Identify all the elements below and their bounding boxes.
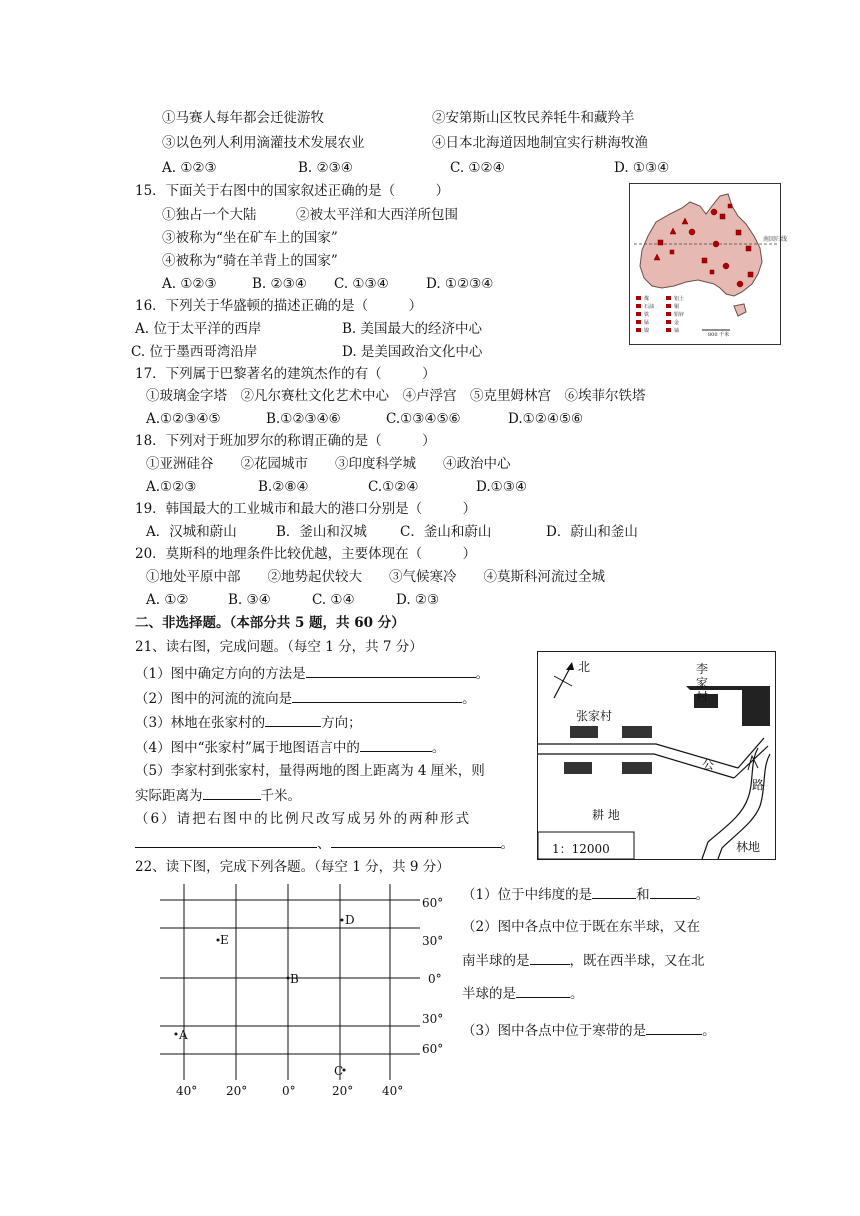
q14-option-3: ③以色列人利用滴灌技术发展农业 [162, 135, 365, 151]
q22-part-2-line2: 南半球的是 ，既在西半球，又在北 [462, 950, 705, 971]
q15-choice-d: D. ①②③④ [426, 276, 494, 292]
q17-options: ①玻璃金字塔 ②凡尔赛杜文化艺术中心 ④卢浮宫 ⑤克里姆林宫 ⑥埃菲尔铁塔 [146, 388, 646, 404]
q18-choice-b: B.②⑧④ [258, 479, 309, 495]
q14-choice-b: B. ②③④ [298, 160, 353, 176]
legend-manganese: 锰 [644, 320, 650, 326]
australia-map-graphic [630, 184, 788, 344]
legend-copper: 铜 [674, 304, 680, 310]
q19-choice-c: C．釜山和蔚山 [400, 524, 492, 540]
point-a: A [179, 1028, 188, 1042]
legend-nickel: 镍 [644, 328, 650, 334]
q22-part-3: （3）图中各点中位于寒带的是 。 [462, 1020, 716, 1041]
q17-choice-b: B.①②③④⑥ [266, 411, 341, 427]
q21-answer-2[interactable] [292, 688, 462, 703]
lat-lon-grid [160, 880, 456, 1100]
q21-answer-6b[interactable] [331, 833, 501, 848]
point-c: C [334, 1064, 344, 1078]
q21-part-3: （3）林地在张家村的 方向； [135, 712, 362, 733]
lon-label-40w: 40° [176, 1084, 198, 1098]
lon-label-20e: 20° [332, 1084, 354, 1098]
q22-answer-2b[interactable] [516, 983, 570, 998]
q17-choice-a: A.①②③④⑤ [146, 411, 221, 427]
legend-iron: 铁 [644, 312, 650, 318]
q21-part-5-line1: （5）李家村到张家村，量得两地的图上距离为 4 厘米，则 [135, 763, 485, 779]
q22-part-2-line1: （2）图中各点中位于既在东半球，又在 [462, 919, 701, 935]
q14-choice-d: D. ①③④ [614, 160, 670, 176]
li-village-label-3: 村 [696, 690, 709, 704]
tropic-label: 南回归线 [763, 236, 788, 243]
zhang-village-label: 张家村 [576, 709, 613, 723]
q21-answer-3[interactable] [265, 712, 321, 727]
q14-option-4: ④日本北海道因地制宜实行耕海牧渔 [432, 135, 648, 151]
village-map [537, 651, 776, 860]
q16-choice-b: B. 美国最大的经济中心 [342, 321, 483, 337]
village-map-graphic [538, 652, 775, 859]
q19-choice-d: D．蔚山和釜山 [546, 524, 638, 540]
q16-stem: 16．下列关于华盛顿的描述正确的是（ ） [135, 298, 423, 314]
q21-part-4: （4）图中“张家村”属于地图语言中的 。 [135, 737, 445, 758]
q17-choice-d: D.①②④⑤⑥ [508, 411, 584, 427]
farmland-label: 耕 地 [592, 808, 620, 822]
scale-label: 1：12000 [552, 842, 610, 856]
q21-answer-6a[interactable] [135, 833, 317, 848]
legend-bauxite: 铝土 [674, 296, 685, 302]
q20-choice-c: C. ①④ [312, 592, 355, 608]
lon-label-0: 0° [282, 1084, 296, 1098]
q19-choice-a: A．汉城和蔚山 [146, 524, 237, 540]
q15-choice-b: B. ②③④ [252, 276, 307, 292]
q16-choice-d: D. 是美国政治文化中心 [342, 344, 483, 360]
road-label-lu: 路 [752, 778, 765, 792]
q16-choice-c: C. 位于墨西哥湾沿岸 [131, 344, 258, 360]
forest-label: 林地 [736, 840, 761, 854]
q21-part-5-line2: 实际距离为 千米。 [135, 785, 301, 806]
q22-stem: 22、读下图，完成下列各题。（每空 1 分，共 9 分） [135, 859, 450, 875]
australia-map [629, 183, 788, 345]
section-2-heading: 二、非选择题。（本部分共 5 题，共 60 分） [135, 615, 405, 631]
q21-answer-5[interactable] [203, 785, 261, 800]
q17-choice-c: C.①③④⑤⑥ [386, 411, 461, 427]
q21-part-6: （6）请把右图中的比例尺改写成另外的两种形式 [135, 811, 472, 827]
lat-label-30s: 30° [422, 1012, 444, 1026]
q21-answer-1[interactable] [306, 663, 476, 678]
q22-part-2-line3: 半球的是 。 [462, 983, 584, 1004]
legend-uranium: 铀 [674, 328, 680, 334]
q15-stem: 15．下面关于右图中的国家叙述正确的是（ ） [135, 183, 450, 199]
q15-option-3: ③被称为“坐在矿车上的国家” [162, 230, 338, 246]
q20-stem: 20．莫斯科的地理条件比较优越，主要体现在（ ） [135, 546, 477, 562]
q15-option-1: ①独占一个大陆 [162, 207, 257, 223]
q16-choice-a: A. 位于太平洋的西岸 [135, 321, 262, 337]
q14-option-2: ②安第斯山区牧民养牦牛和藏羚羊 [432, 110, 635, 126]
q20-choice-a: A. ①② [146, 592, 189, 608]
lon-label-40e: 40° [382, 1084, 404, 1098]
q18-choice-c: C.①②④ [368, 479, 419, 495]
lat-label-0: 0° [428, 972, 442, 986]
q15-choice-c: C. ①③④ [334, 276, 389, 292]
q15-option-2: ②被太平洋和大西洋所包围 [296, 207, 458, 223]
legend-lead-zinc: 铅锌 [674, 312, 685, 318]
q21-part-1: （1）图中确定方向的方法是 。 [135, 663, 489, 684]
q22-answer-1b[interactable] [650, 884, 696, 899]
q22-answer-3[interactable] [646, 1020, 702, 1035]
legend-gold: 金 [674, 320, 680, 326]
point-e: E [220, 933, 229, 947]
legend-oil: 石油 [644, 304, 655, 310]
q18-stem: 18．下列对于班加罗尔的称谓正确的是（ ） [135, 433, 436, 449]
q22-part-1: （1）位于中纬度的是 和 。 [462, 884, 709, 905]
road-label-gong: 公 [702, 758, 715, 772]
q21-part-6-blanks: 、 。 [135, 833, 514, 854]
point-b: B [290, 972, 299, 986]
q21-part-2: （2）图中的河流的流向是 。 [135, 688, 476, 709]
q19-stem: 19．韩国最大的工业城市和最大的港口分别是（ ） [135, 501, 477, 517]
q14-choice-c: C. ①②④ [450, 160, 505, 176]
point-d: D [345, 913, 355, 927]
aus-scale-label: 800 千米 [708, 332, 730, 338]
lat-label-30n: 30° [422, 934, 444, 948]
li-village-label-2: 家 [696, 676, 709, 690]
q22-answer-2a[interactable] [530, 950, 570, 965]
q20-choice-d: D. ②③ [396, 592, 440, 608]
q20-options: ①地处平原中部 ②地势起伏较大 ③气候寒冷 ④莫斯科河流过全城 [146, 569, 605, 585]
legend-coal: 煤 [644, 296, 650, 302]
q20-choice-b: B. ③④ [228, 592, 271, 608]
q22-answer-1a[interactable] [592, 884, 636, 899]
north-label: 北 [578, 660, 591, 674]
q15-option-4: ④被称为“骑在羊背上的国家” [162, 253, 338, 269]
lon-label-20w: 20° [226, 1084, 248, 1098]
q14-option-1: ①马赛人每年都会迁徙游牧 [162, 110, 324, 126]
q18-choice-d: D.①③④ [476, 479, 527, 495]
lat-lon-grid-graphic [160, 880, 456, 1100]
q18-choice-a: A.①②③ [146, 479, 197, 495]
li-village-label-1: 李 [696, 662, 709, 676]
q19-choice-b: B．釜山和汉城 [276, 524, 367, 540]
q21-answer-4[interactable] [360, 737, 432, 752]
lat-label-60s: 60° [422, 1042, 444, 1056]
q18-options: ①亚洲硅谷 ②花园城市 ③印度科学城 ④政治中心 [146, 456, 511, 472]
lat-label-60n: 60° [422, 896, 444, 910]
q14-choice-a: A. ①②③ [162, 160, 217, 176]
q21-stem: 21、读右图，完成问题。（每空 1 分，共 7 分） [135, 639, 423, 655]
q15-choice-a: A. ①②③ [162, 276, 217, 292]
q17-stem: 17．下列属于巴黎著名的建筑杰作的有（ ） [135, 366, 436, 382]
